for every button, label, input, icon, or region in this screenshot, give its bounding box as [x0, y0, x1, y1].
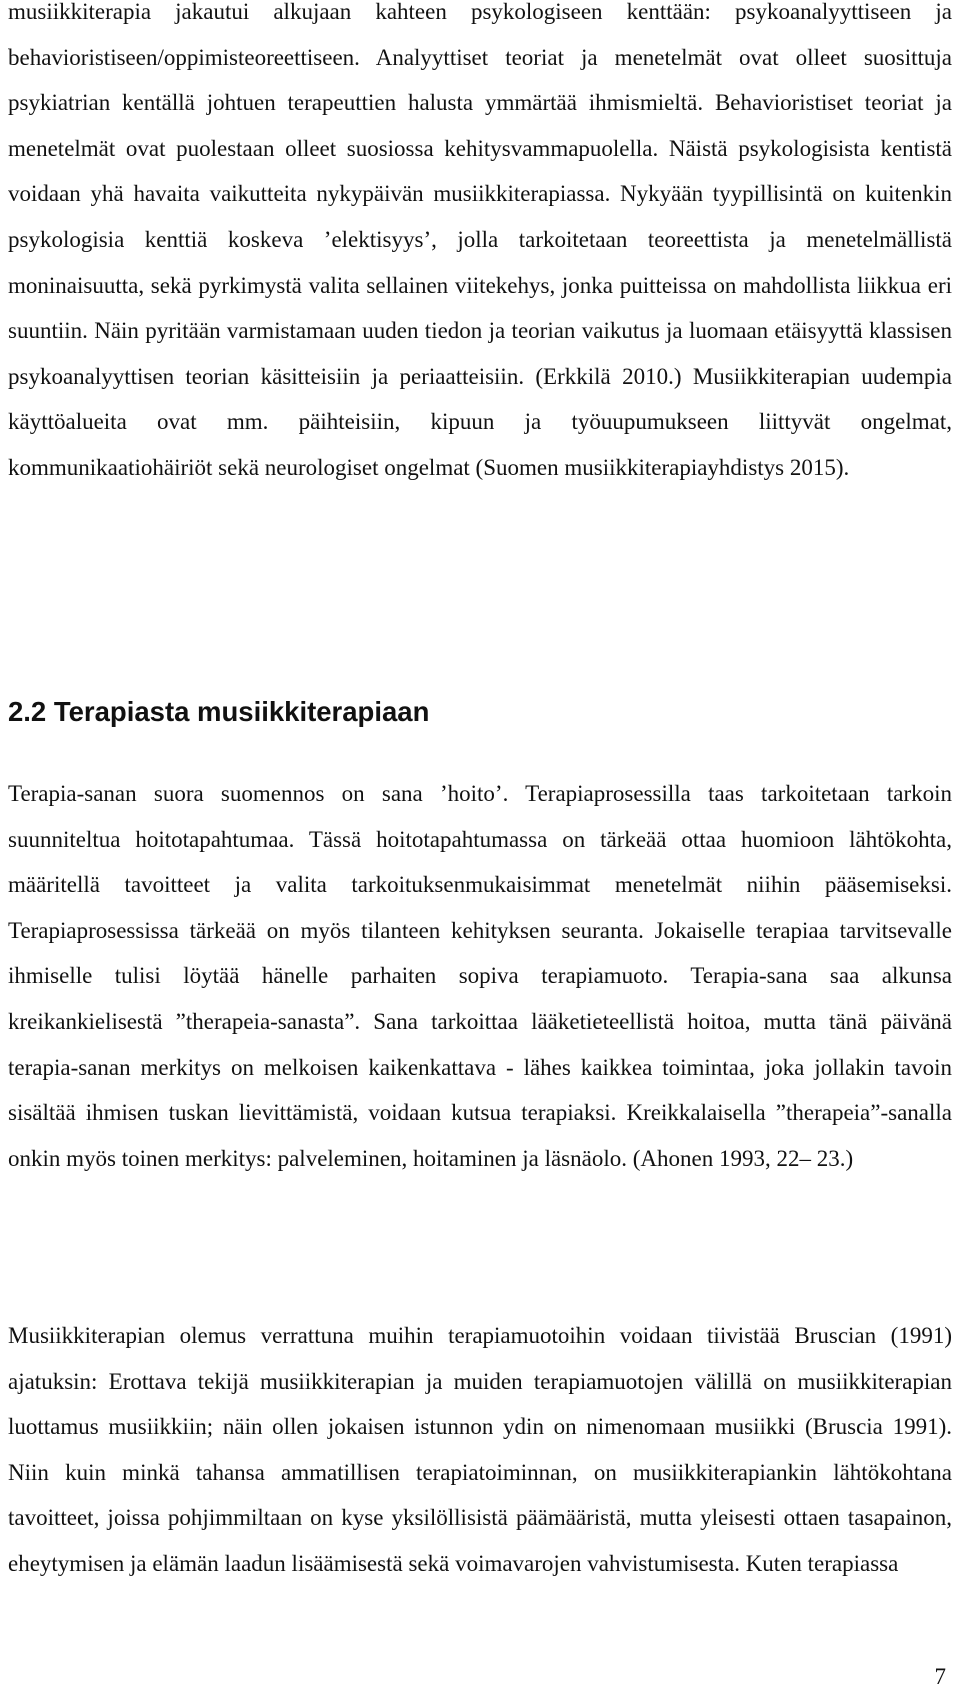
body-paragraph: Terapia-sanan suora suomennos on sana ’hoito’. Terapiaprosessilla taas tarkoitetaan tarkoin suunniteltua hoitotapahtumaa. Tässä hoitotapahtumassa on tärkeää ottaa huomioon lähtökohta, määritellä tavoitteet ja valita tarkoituksenmukaisimmat menetelmät niihin pääsemiseksi. Terapiaprosessissa tärkeää on myös tilanteen kehityksen seuranta. Jokaiselle terapiaa tarvitsevalle ihmiselle tulisi löytää hänelle parhaiten sopiva terapiamuoto. Terapia-sana saa alkunsa kreikankielisestä ”therapeia-sanasta”. Sana tarkoittaa lääketieteellistä hoitoa, mutta tänä päivänä terapia-sanan merkitys on melkoisen kaikenkattava - lähes kaikkea toimintaa, joka jollakin tavoin sisältää ihmisen tuskan lievittämistä, voidaan kutsua terapiaksi. Kreikkalaisella ”therapeia”-sanalla onkin myös toinen merkitys: palveleminen, hoitaminen ja läsnäolo. (Ahonen 1993, 22– 23.)	[8, 781, 952, 1171]
page-number: 7	[934, 1664, 946, 1689]
section-heading: 2.2 Terapiasta musiikkiterapiaan	[8, 696, 430, 727]
body-paragraph: Musiikkiterapian olemus verrattuna muihin terapiamuotoihin voidaan tiivistää Bruscian (1991) ajatuksin: Erottava tekijä musiikkiterapian ja muiden terapiamuotojen välillä on musiikkiterapian luottamus musiikkiin; näin ollen jokaisen istunnon ydin on nimenomaan musiikki (Bruscia 1991). Niin kuin minkä tahansa ammatillisen terapiatoiminnan, on musiikkiterapiankin lähtökohtana tavoitteet, joissa pohjimmiltaan on kyse yksilöllisistä päämääristä, mutta yleisesti ottaen tasapainon, eheytymisen ja elämän laadun lisäämisestä sekä voimavarojen vahvistumisesta. Kuten terapiassa	[8, 1323, 952, 1576]
body-paragraph: musiikkiterapia jakautui alkujaan kahteen psykologiseen kenttään: psykoanalyyttiseen ja behavioristiseen/oppimisteoreettiseen. Analyyttiset teoriat ja menetelmät ovat olleet suosittuja psykiatrian kentällä johtuen terapeuttien halusta ymmärtää ihmismieltä. Behavioristiset teoriat ja menetelmät ovat puolestaan olleet suosiossa kehitysvammapuolella. Näistä psykologisista kentistä voidaan yhä havaita vaikutteita nykypäivän musiikkiterapiassa. Nykyään tyypillisintä on kuitenkin psykologisia kenttiä koskeva ’elektisyys’, jolla tarkoitetaan teoreettista ja menetelmällistä moninaisuutta, sekä pyrkimystä valita sellainen viitekehys, jonka puitteissa on mahdollista liikkua eri suuntiin. Näin pyritään varmistamaan uuden tiedon ja teorian vaikutus ja luomaan etäisyyttä klassisen psykoanalyyttisen teorian käsitteisiin ja periaatteisiin. (Erkkilä 2010.) Musiikkiterapian uudempia käyttöalueita ovat mm. päihteisiin, kipuun ja työuupumukseen liittyvät ongelmat, kommunikaatiohäiriöt sekä neurologiset ongelmat (Suomen musiikkiterapiayhdistys 2015).	[8, 0, 952, 480]
